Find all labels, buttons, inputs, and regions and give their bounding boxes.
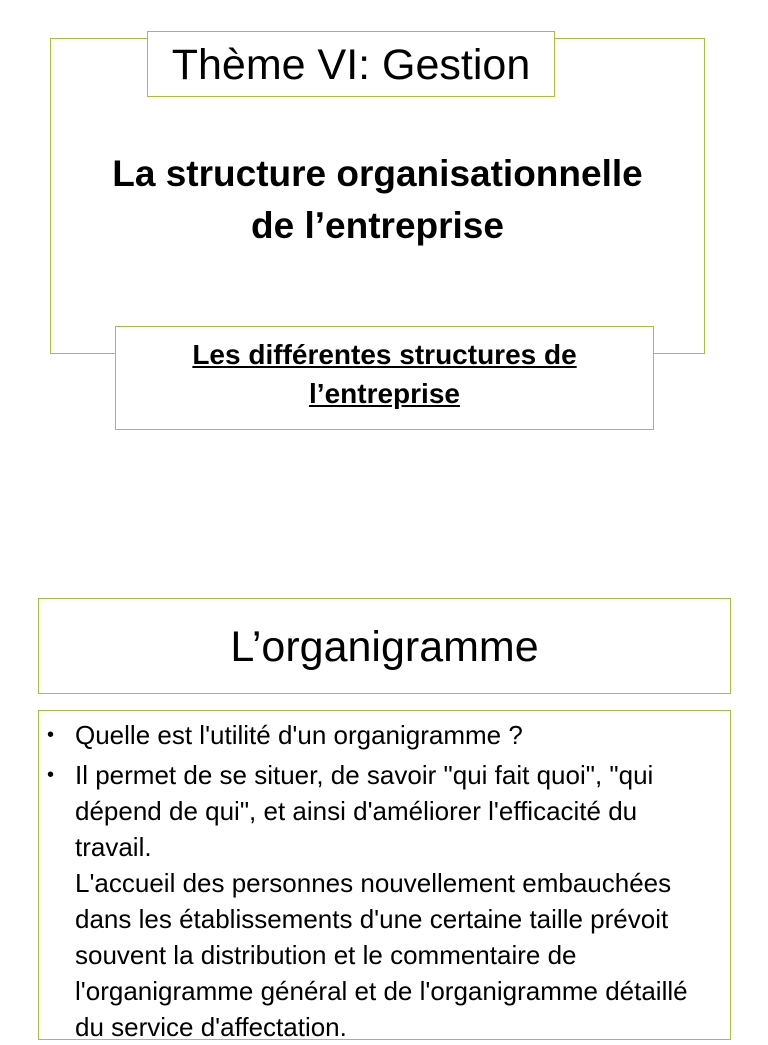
bullet-list	[47, 717, 710, 1045]
slide-1-subtitle	[115, 326, 654, 430]
theme-heading-text: Thème VI: Gestion	[171, 41, 531, 89]
bullet-item-1-text: Quelle est l'utilité d'un organigramme ?	[75, 720, 523, 750]
bullet-icon: •	[47, 724, 55, 746]
bullet-item-2-text: Il permet de se situer, de savoir "qui fait quoi", "qui dépend de qui", et ainsi d'améliorer l'efficacité du travail.	[75, 760, 654, 862]
bullet-item-2-text-continued: L'accueil des personnes nouvellement embauchées dans les établissements d'une certaine taille prévoit souvent la distribution et le commentaire de l'organigramme général et de l'organigramme détaillé du service d'affectation.	[75, 868, 688, 1042]
slide-2-title	[38, 598, 731, 694]
slide-1-subtitle-line-2: l’entreprise	[309, 378, 460, 409]
bullet-icon: •	[47, 764, 55, 786]
slide-1-title	[50, 148, 705, 252]
slide-1-title-line-1: La structure organisationnelle	[112, 153, 643, 194]
slide-1-title-line-2: de l’entreprise	[251, 205, 504, 246]
slide-2-body	[38, 710, 731, 1040]
bullet-item-2	[47, 757, 710, 1045]
bullet-item-1	[47, 717, 710, 753]
theme-heading	[147, 31, 555, 97]
slide-2-title-text: L’organigramme	[230, 623, 539, 671]
slide-1-subtitle-line-1: Les différentes structures de	[192, 339, 577, 370]
